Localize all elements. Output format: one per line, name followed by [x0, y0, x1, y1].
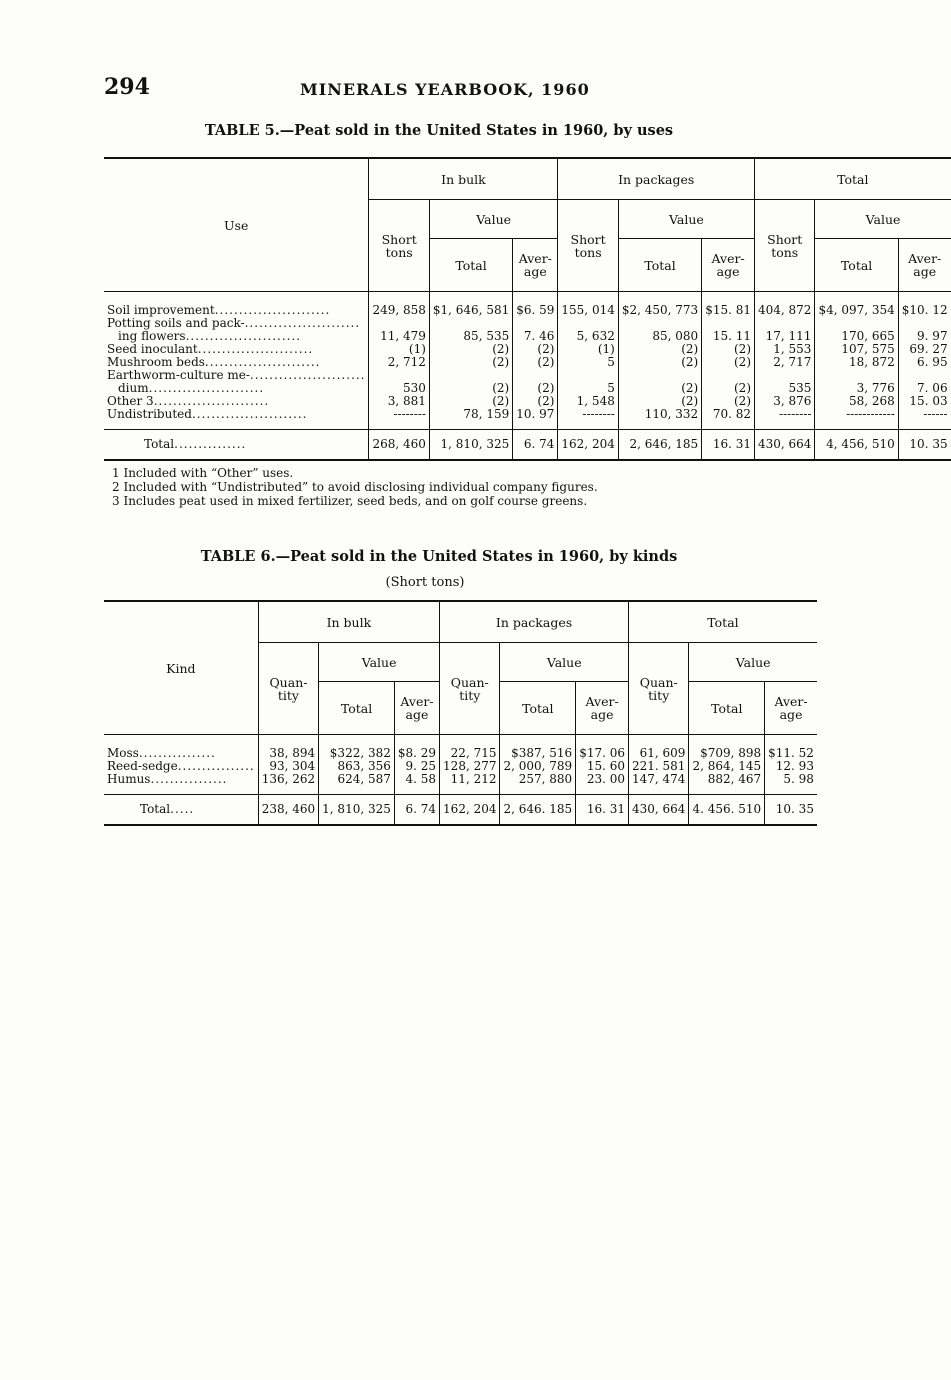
- table6-bulk-value-total: Total: [319, 682, 395, 735]
- table-cell: 1, 553: [755, 343, 815, 356]
- table-cell: 170, 665: [815, 330, 898, 343]
- table-cell: $8. 29: [394, 735, 439, 761]
- table-cell: 4, 456, 510: [815, 430, 898, 461]
- table-cell: 147, 474: [629, 773, 689, 795]
- table-row-label: Undistributed........................: [107, 407, 308, 421]
- table5-pkg-value: Value: [618, 200, 754, 239]
- table-cell: 2, 864, 145: [689, 760, 765, 773]
- table-cell: 18, 872: [815, 356, 898, 369]
- table-cell: 155, 014: [558, 292, 618, 318]
- table5-group-bulk: In bulk: [369, 158, 558, 200]
- table5-title: TABLE 5.—Peat sold in the United States in 1960, by uses: [204, 122, 674, 139]
- table-cell: 61, 609: [629, 735, 689, 761]
- table-cell: $1, 646, 581: [429, 292, 512, 318]
- table-cell: --------: [755, 408, 815, 430]
- table-cell: 11, 212: [440, 773, 500, 795]
- table-cell: $322, 382: [319, 735, 395, 761]
- table-row-label: Other 3........................: [107, 394, 270, 408]
- table-cell: --------: [558, 408, 618, 430]
- table-cell: $4, 097, 354: [815, 292, 898, 318]
- table6-pkg-value-average: Aver-age: [576, 682, 629, 735]
- table-row-label: Seed inoculant........................: [107, 342, 314, 356]
- table-cell: 7. 06: [898, 382, 950, 395]
- table5: [104, 157, 951, 461]
- table5-pkg-short-tons: Short tons: [558, 200, 618, 292]
- table-cell: 107, 575: [815, 343, 898, 356]
- table-cell: $387, 516: [500, 735, 576, 761]
- table-cell: 221. 581: [629, 760, 689, 773]
- table-cell: 9. 97: [898, 330, 950, 343]
- table-cell: 5. 98: [765, 773, 817, 795]
- table5-group-total: Total: [755, 158, 951, 200]
- table6-stub-header: Kind: [104, 601, 258, 735]
- table5-group-packages: In packages: [558, 158, 755, 200]
- table-cell: (2): [429, 395, 512, 408]
- table-cell: 268, 460: [369, 430, 429, 461]
- table-cell: 16. 31: [576, 795, 629, 826]
- table5-stub-header: Use: [104, 158, 369, 292]
- table-cell: (2): [702, 356, 755, 369]
- table-cell: 11, 479: [369, 330, 429, 343]
- table-cell: 10. 35: [898, 430, 950, 461]
- table5-pkg-value-average: Aver-age: [702, 239, 755, 292]
- table-row: [104, 735, 817, 761]
- table-cell: 10. 35: [765, 795, 817, 826]
- table-cell: 128, 277: [440, 760, 500, 773]
- table-cell: (2): [513, 395, 558, 408]
- table-cell: 6. 74: [394, 795, 439, 826]
- table-row-label: Moss................: [107, 746, 216, 760]
- table-cell: 110, 332: [618, 408, 701, 430]
- table-cell: 17, 111: [755, 330, 815, 343]
- table-cell: 9. 25: [394, 760, 439, 773]
- table-cell: 882, 467: [689, 773, 765, 795]
- table-cell: --------: [369, 408, 429, 430]
- table-cell: $10. 12: [898, 292, 950, 318]
- table-cell: (2): [513, 356, 558, 369]
- table5-total-value: Value: [815, 200, 951, 239]
- table-cell: 249, 858: [369, 292, 429, 318]
- table-cell: 2, 646, 185: [618, 430, 701, 461]
- table6-total-row: [104, 795, 817, 826]
- table-cell: 22, 715: [440, 735, 500, 761]
- table6: [104, 600, 817, 826]
- table6-total-value-average: Aver-age: [765, 682, 817, 735]
- table-cell: 430, 664: [629, 795, 689, 826]
- table-cell: ------------: [815, 408, 898, 430]
- table5-total-value-average: Aver-age: [898, 239, 950, 292]
- table-cell: 3, 776: [815, 382, 898, 395]
- table6-group-packages: In packages: [440, 601, 629, 643]
- table-cell: (2): [618, 382, 701, 395]
- table-row: [104, 292, 951, 318]
- table-cell: (2): [618, 343, 701, 356]
- table-row-label: Earthworm-culture me-........................: [107, 368, 366, 382]
- table-cell: (2): [429, 356, 512, 369]
- table-cell: 162, 204: [440, 795, 500, 826]
- table-cell: 15. 60: [576, 760, 629, 773]
- table-row-label: Reed-sedge................: [107, 759, 255, 773]
- table-cell: (2): [618, 395, 701, 408]
- table-cell: 4. 456. 510: [689, 795, 765, 826]
- table-cell: 3, 876: [755, 395, 815, 408]
- table-cell: (1): [369, 343, 429, 356]
- table-row-label: ing flowers........................: [118, 329, 302, 343]
- table6-group-bulk: In bulk: [258, 601, 439, 643]
- table6-bulk-quantity: Quan-tity: [258, 643, 318, 735]
- table-cell: $2, 450, 773: [618, 292, 701, 318]
- table6-body: [104, 735, 817, 795]
- table5-body: [104, 292, 951, 430]
- table5-total-value-total: Total: [815, 239, 898, 292]
- table-cell: 5: [558, 356, 618, 369]
- table-cell: 15. 03: [898, 395, 950, 408]
- table-cell: 58, 268: [815, 395, 898, 408]
- table-cell: 404, 872: [755, 292, 815, 318]
- table-cell: 15. 11: [702, 330, 755, 343]
- table-cell: (2): [702, 382, 755, 395]
- table5-pkg-value-total: Total: [618, 239, 701, 292]
- table-row-label: Humus................: [107, 772, 228, 786]
- table-row: [104, 408, 951, 430]
- table-cell: $6. 59: [513, 292, 558, 318]
- table5-total-row: [104, 430, 951, 461]
- table-cell: 7. 46: [513, 330, 558, 343]
- table5-bulk-value: Value: [429, 200, 558, 239]
- table-row: [104, 773, 817, 795]
- table-row-label: Mushroom beds........................: [107, 355, 321, 369]
- table5-total-short-tons: Short tons: [755, 200, 815, 292]
- table-cell: 23. 00: [576, 773, 629, 795]
- table6-subtitle: (Short tons): [385, 575, 465, 590]
- table-row-label: Total.....: [104, 795, 258, 826]
- table-cell: $11. 52: [765, 735, 817, 761]
- table5-bulk-value-total: Total: [429, 239, 512, 292]
- table-cell: 5, 632: [558, 330, 618, 343]
- table-cell: 238, 460: [258, 795, 318, 826]
- table-cell: 85, 080: [618, 330, 701, 343]
- table-cell: 85, 535: [429, 330, 512, 343]
- table-row-label: Soil improvement........................: [107, 303, 331, 317]
- table-row-label: Total...............: [104, 430, 369, 461]
- table-cell: 1, 548: [558, 395, 618, 408]
- table-cell: 6. 95: [898, 356, 950, 369]
- table-cell: 257, 880: [500, 773, 576, 795]
- table6-bulk-value: Value: [319, 643, 440, 682]
- table-cell: 5: [558, 382, 618, 395]
- table-cell: 1, 810, 325: [429, 430, 512, 461]
- table6-title: TABLE 6.—Peat sold in the United States in 1960, by kinds: [200, 548, 678, 565]
- table-cell: 2, 646. 185: [500, 795, 576, 826]
- table-cell: 162, 204: [558, 430, 618, 461]
- table-cell: $709, 898: [689, 735, 765, 761]
- table-cell: (1): [558, 343, 618, 356]
- table-cell: (2): [702, 343, 755, 356]
- table6-total-value: Value: [689, 643, 817, 682]
- table6-group-total: Total: [629, 601, 817, 643]
- table-row-label: Potting soils and pack-........................: [107, 316, 361, 330]
- table6-pkg-quantity: Quan-tity: [440, 643, 500, 735]
- table-cell: 38, 894: [258, 735, 318, 761]
- running-head: MINERALS YEARBOOK, 1960: [300, 80, 590, 99]
- table5-footnote-3: 3 Includes peat used in mixed fertilizer, seed beds, and on golf course greens.: [112, 494, 588, 508]
- table6-pkg-value-total: Total: [500, 682, 576, 735]
- table5-footnote-1: 1 Included with “Other” uses.: [112, 466, 294, 480]
- table-cell: 624, 587: [319, 773, 395, 795]
- table6-bulk-value-average: Aver-age: [394, 682, 439, 735]
- table6-total-value-total: Total: [689, 682, 765, 735]
- table-cell: 78, 159: [429, 408, 512, 430]
- table6-total-quantity: Quan-tity: [629, 643, 689, 735]
- table-cell: 2, 717: [755, 356, 815, 369]
- table-cell: (2): [702, 395, 755, 408]
- table-cell: (2): [513, 343, 558, 356]
- table-cell: 1, 810, 325: [319, 795, 395, 826]
- table-cell: 2, 000, 789: [500, 760, 576, 773]
- table6-pkg-value: Value: [500, 643, 629, 682]
- table-cell: 4. 58: [394, 773, 439, 795]
- table-cell: (2): [513, 382, 558, 395]
- table-cell: 863, 356: [319, 760, 395, 773]
- table-cell: 535: [755, 382, 815, 395]
- table-cell: $15. 81: [702, 292, 755, 318]
- table-row-label: dium........................: [118, 381, 265, 395]
- table-cell: 10. 97: [513, 408, 558, 430]
- table-cell: (2): [429, 382, 512, 395]
- table5-bulk-short-tons: Short tons: [369, 200, 429, 292]
- page-number: 294: [104, 74, 150, 100]
- table-cell: 2, 712: [369, 356, 429, 369]
- table5-bulk-value-average: Aver-age: [513, 239, 558, 292]
- table-cell: 69. 27: [898, 343, 950, 356]
- table-cell: 12. 93: [765, 760, 817, 773]
- table-cell: 6. 74: [513, 430, 558, 461]
- table-cell: (2): [618, 356, 701, 369]
- table-cell: 3, 881: [369, 395, 429, 408]
- table-cell: ------: [898, 408, 950, 430]
- table-cell: 16. 31: [702, 430, 755, 461]
- table-cell: $17. 06: [576, 735, 629, 761]
- table-cell: 530: [369, 382, 429, 395]
- table-cell: 93, 304: [258, 760, 318, 773]
- table-cell: (2): [429, 343, 512, 356]
- table-cell: 430, 664: [755, 430, 815, 461]
- table-cell: 136, 262: [258, 773, 318, 795]
- table-cell: 70. 82: [702, 408, 755, 430]
- table5-footnote-2: 2 Included with “Undistributed” to avoid disclosing individual company figures.: [112, 480, 598, 494]
